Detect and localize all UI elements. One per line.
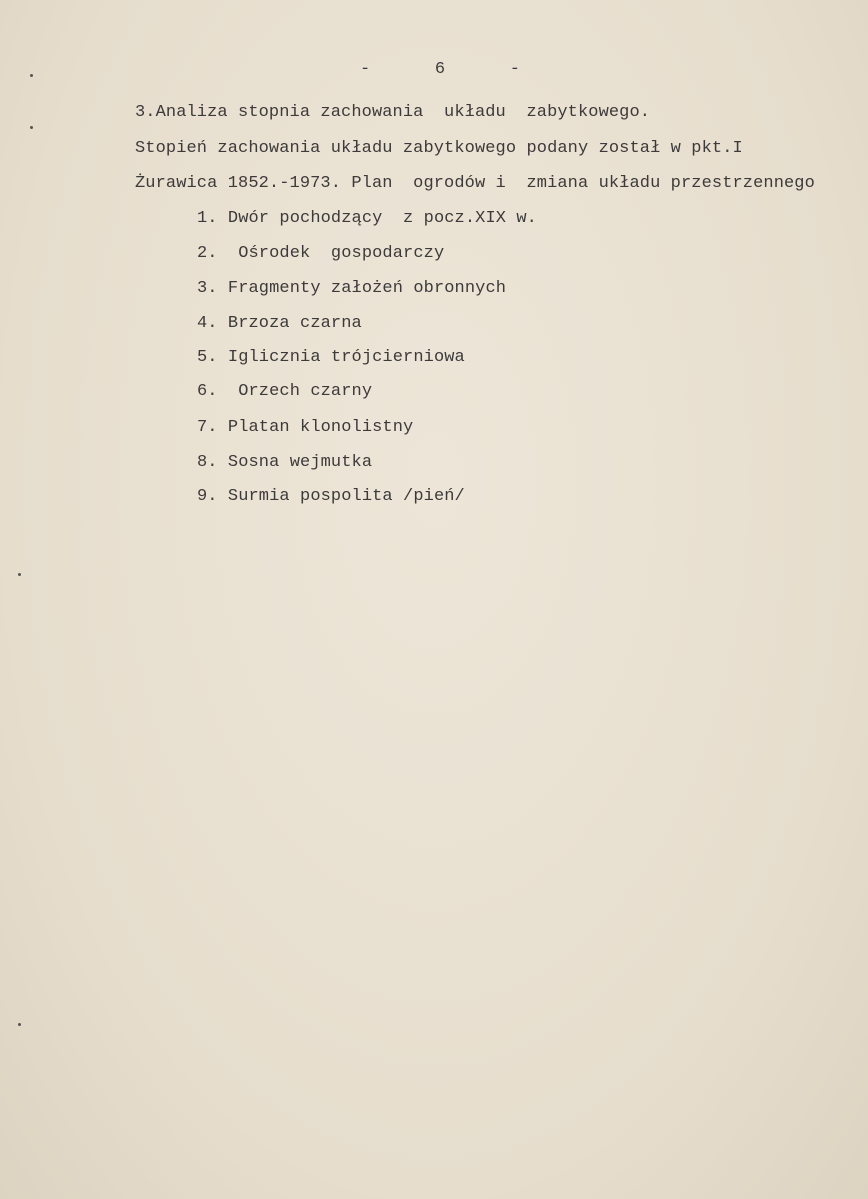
list-item: 5. Iglicznia trójcierniowa [197,348,465,367]
list-item: 7. Platan klonolistny [197,418,414,437]
paragraph-line: Żurawica 1852.-1973. Plan ogrodów i zmiana układu przestrzennego [135,174,815,193]
section-heading: 3.Analiza stopnia zachowania układu zabytkowego. [135,103,651,122]
binder-hole-mark [30,74,33,77]
binder-hole-mark [18,573,21,576]
paragraph-line: Stopień zachowania układu zabytkowego podany został w pkt.I [135,139,743,158]
list-item: 1. Dwór pochodzący z pocz.XIX w. [197,209,537,228]
binder-hole-mark [30,126,33,129]
list-item: 6. Orzech czarny [197,382,373,401]
list-item: 2. Ośrodek gospodarczy [197,244,445,263]
list-item: 3. Fragmenty założeń obronnych [197,279,507,298]
list-item: 4. Brzoza czarna [197,314,362,333]
binder-hole-mark [18,1023,21,1026]
list-item: 8. Sosna wejmutka [197,453,373,472]
list-item: 9. Surmia pospolita /pień/ [197,487,465,506]
page-number: - 6 - [360,60,521,79]
